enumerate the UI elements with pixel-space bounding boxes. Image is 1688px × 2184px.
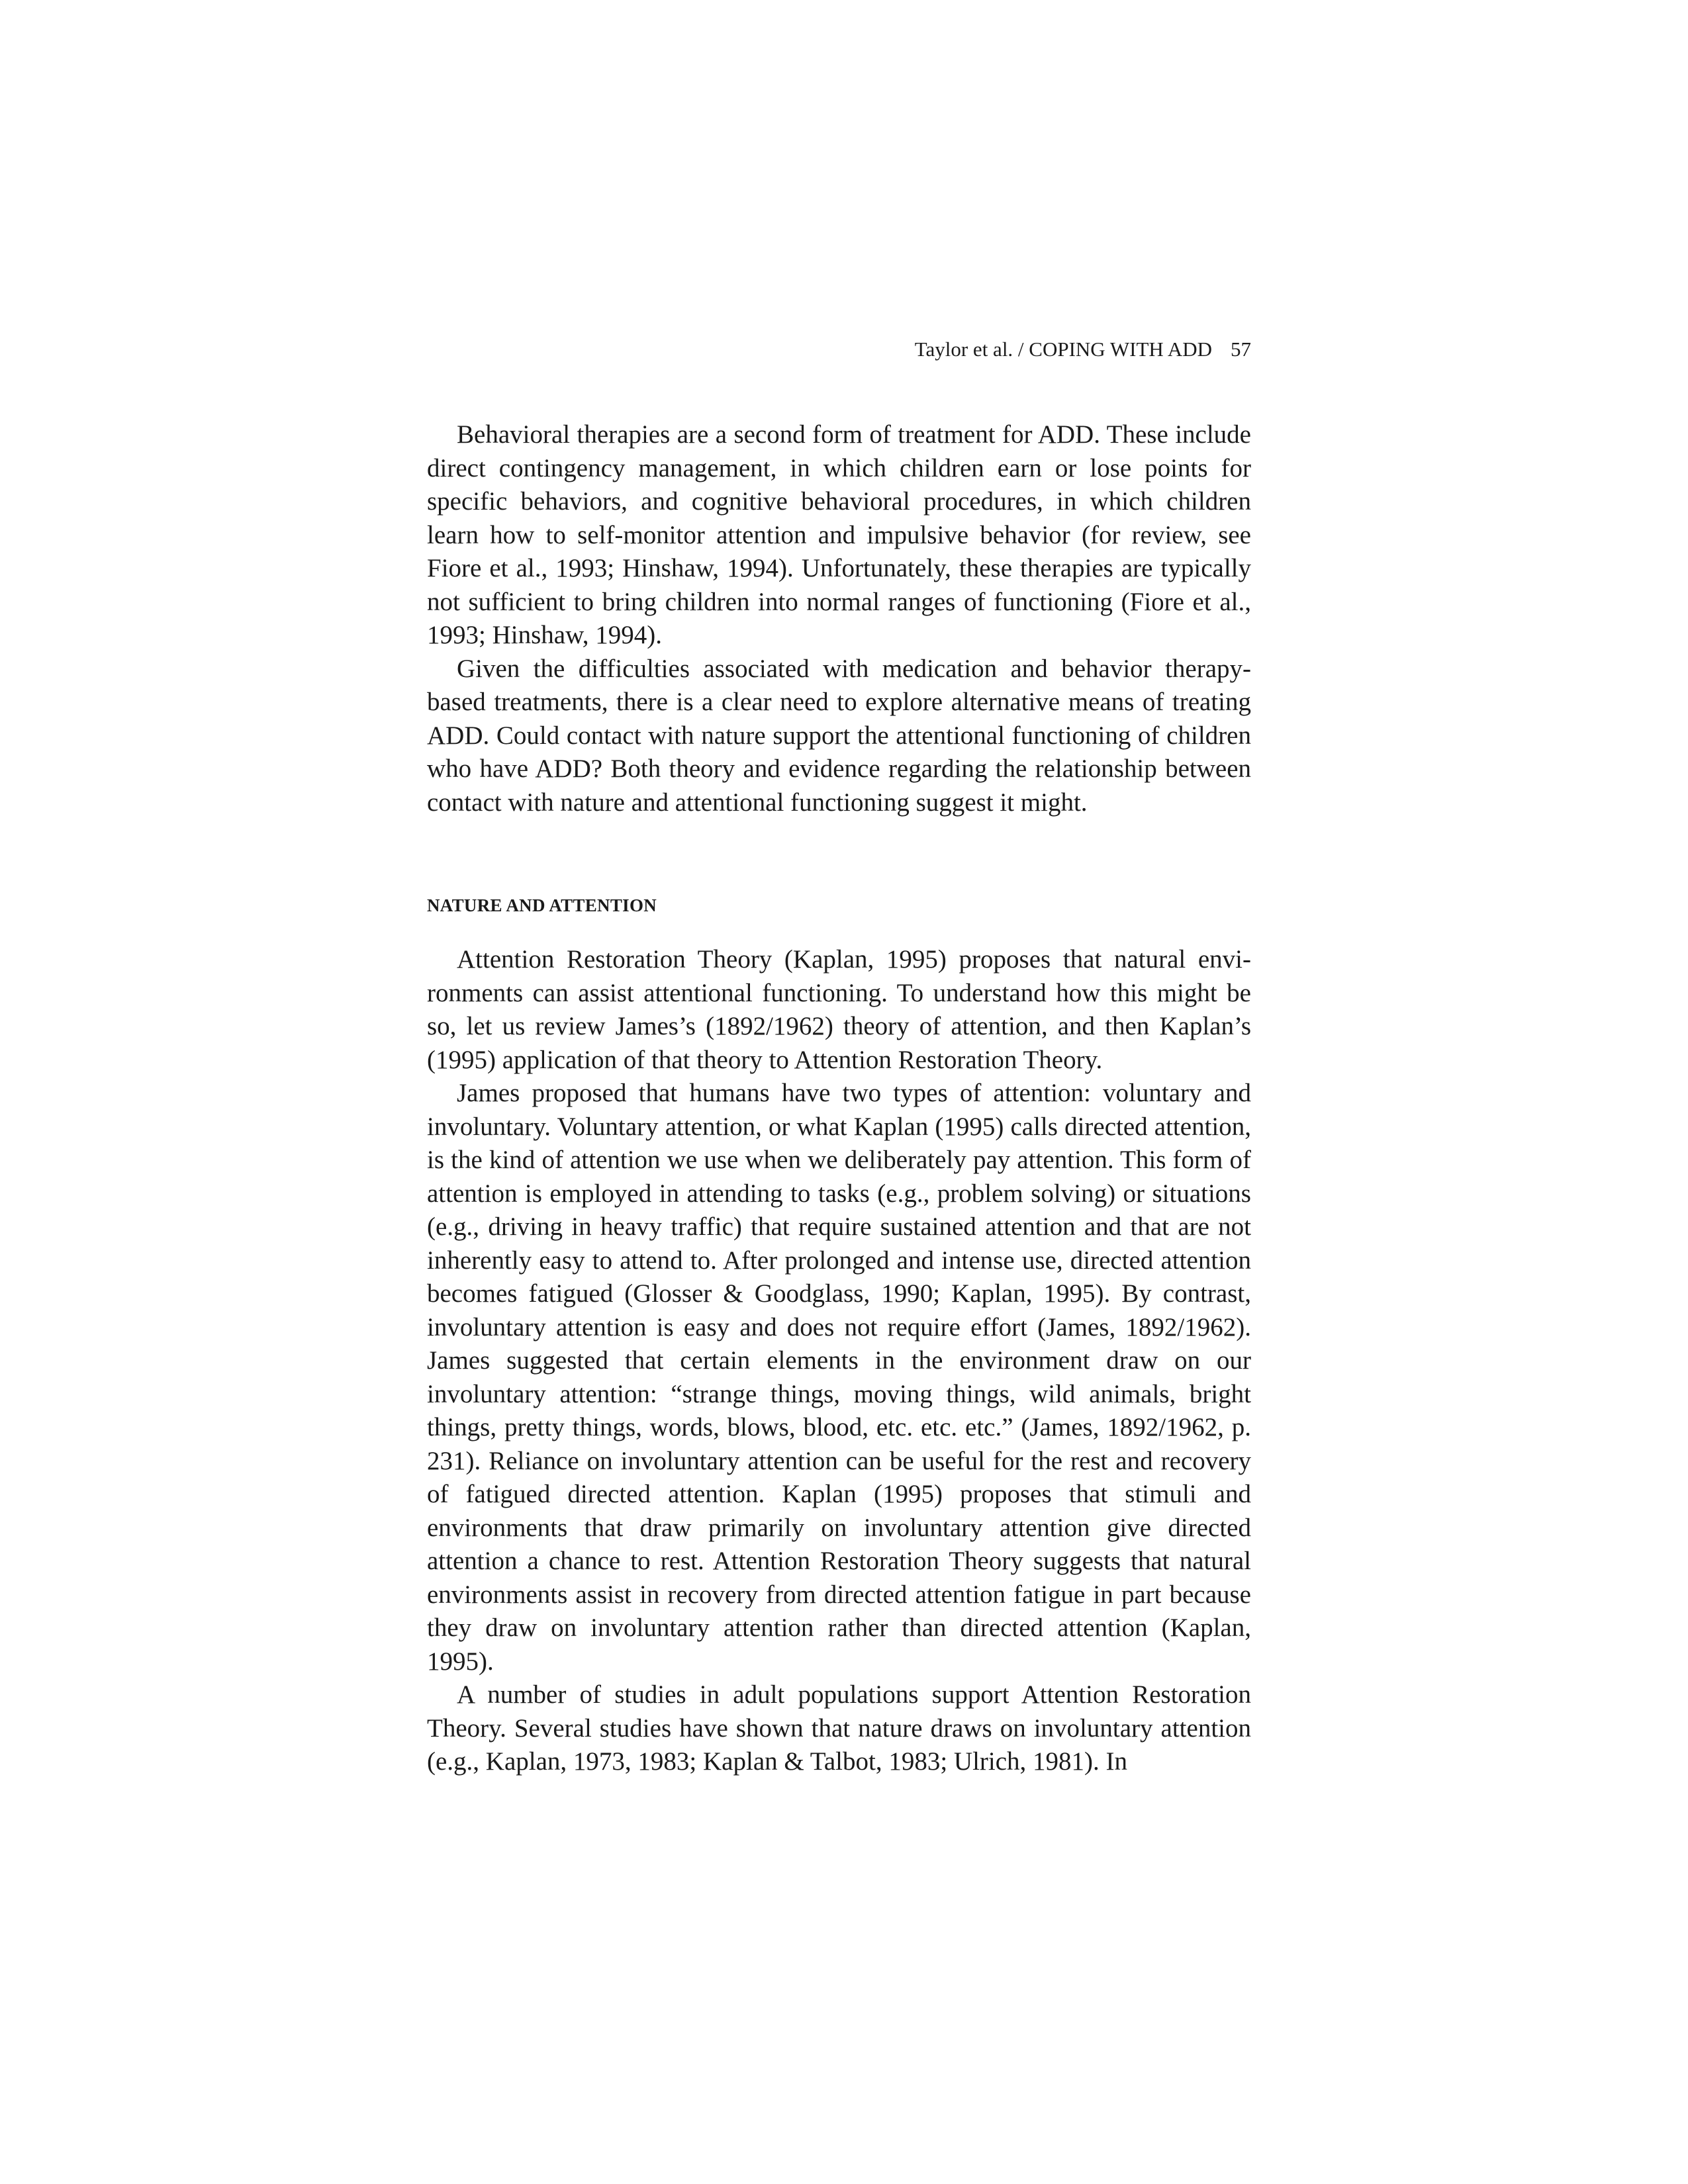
paragraph-alternative-treatments: Given the difficulties associated with medication and behavior therapy-based treatments, there is a clear need to explore alternative means of treating ADD. Could contact with nature support the attentional functioning of children who have ADD? Both theory and evidence regarding the relationship between contact with nature and attentional functioning suggest it might.: [427, 654, 1251, 817]
running-head-title: Taylor et al. / COPING WITH ADD: [914, 338, 1212, 361]
page-number: 57: [1231, 338, 1251, 361]
body-text-after-heading: [427, 943, 1251, 1779]
section-heading: NATURE AND ATTENTION: [427, 895, 657, 915]
paragraph-attention-restoration-theory: Attention Restoration Theory (Kaplan, 1995) proposes that natural environments can assist attentional functioning. To understand how this might be so, let us review James’s (1892/1962) theory of attention, and then Kaplan’s (1995) application of that theory to Attention Restoration Theory.: [427, 945, 1251, 1074]
paragraph-behavioral-therapies: Behavioral therapies are a second form of treatment for ADD. These include direct contingency management, in which children earn or lose points for specific behaviors, and cognitive behavioral procedures, in which children learn how to self-monitor attention and impulsive behavior (for review, see Fiore et al., 1993; Hinshaw, 1994). Unfortunately, these therapies are typically not sufficient to bring children into normal ranges of functioning (Fiore et al., 1993; Hinshaw, 1994).: [427, 420, 1251, 649]
paragraph-two-types-of-attention: James proposed that humans have two types of attention: voluntary and involuntary. Voluntary attention, or what Kaplan (1995) calls directed attention, is the kind of attention we use when we deliberately pay attention. This form of attention is employed in attending to tasks (e.g., problem solving) or situations (e.g., driving in heavy traffic) that require sustained attention and that are not inherently easy to attend to. After prolonged and intense use, directed attention becomes fatigued (Glosser & Goodglass, 1990; Kaplan, 1995). By contrast, involuntary attention is easy and does not require effort (James, 1892/1962). James suggested that certain elements in the environment draw on our involuntary attention: “strange things, moving things, wild animals, bright things, pretty things, words, blows, blood, etc. etc. etc.” (James, 1892/1962, p. 231). Reliance on involuntary attention can be useful for the rest and recovery of fatigued directed attention. Kaplan (1995) proposes that stimuli and environments that draw primarily on involuntary attention give directed attention a chance to rest. Attention Restoration Theory suggests that natural environments assist in recovery from directed attention fatigue in part because they draw on involuntary attention rather than directed attention (Kaplan, 1995).: [427, 1079, 1251, 1676]
paragraph-adult-studies: A number of studies in adult populations support Attention Restoration Theory. Several studies have shown that nature draws on involuntary attention (e.g., Kaplan, 1973, 1983; Kaplan & Talbot, 1983; Ulrich, 1981). In: [427, 1680, 1251, 1776]
body-text-before-heading: [427, 418, 1251, 819]
running-head: [427, 336, 1251, 363]
